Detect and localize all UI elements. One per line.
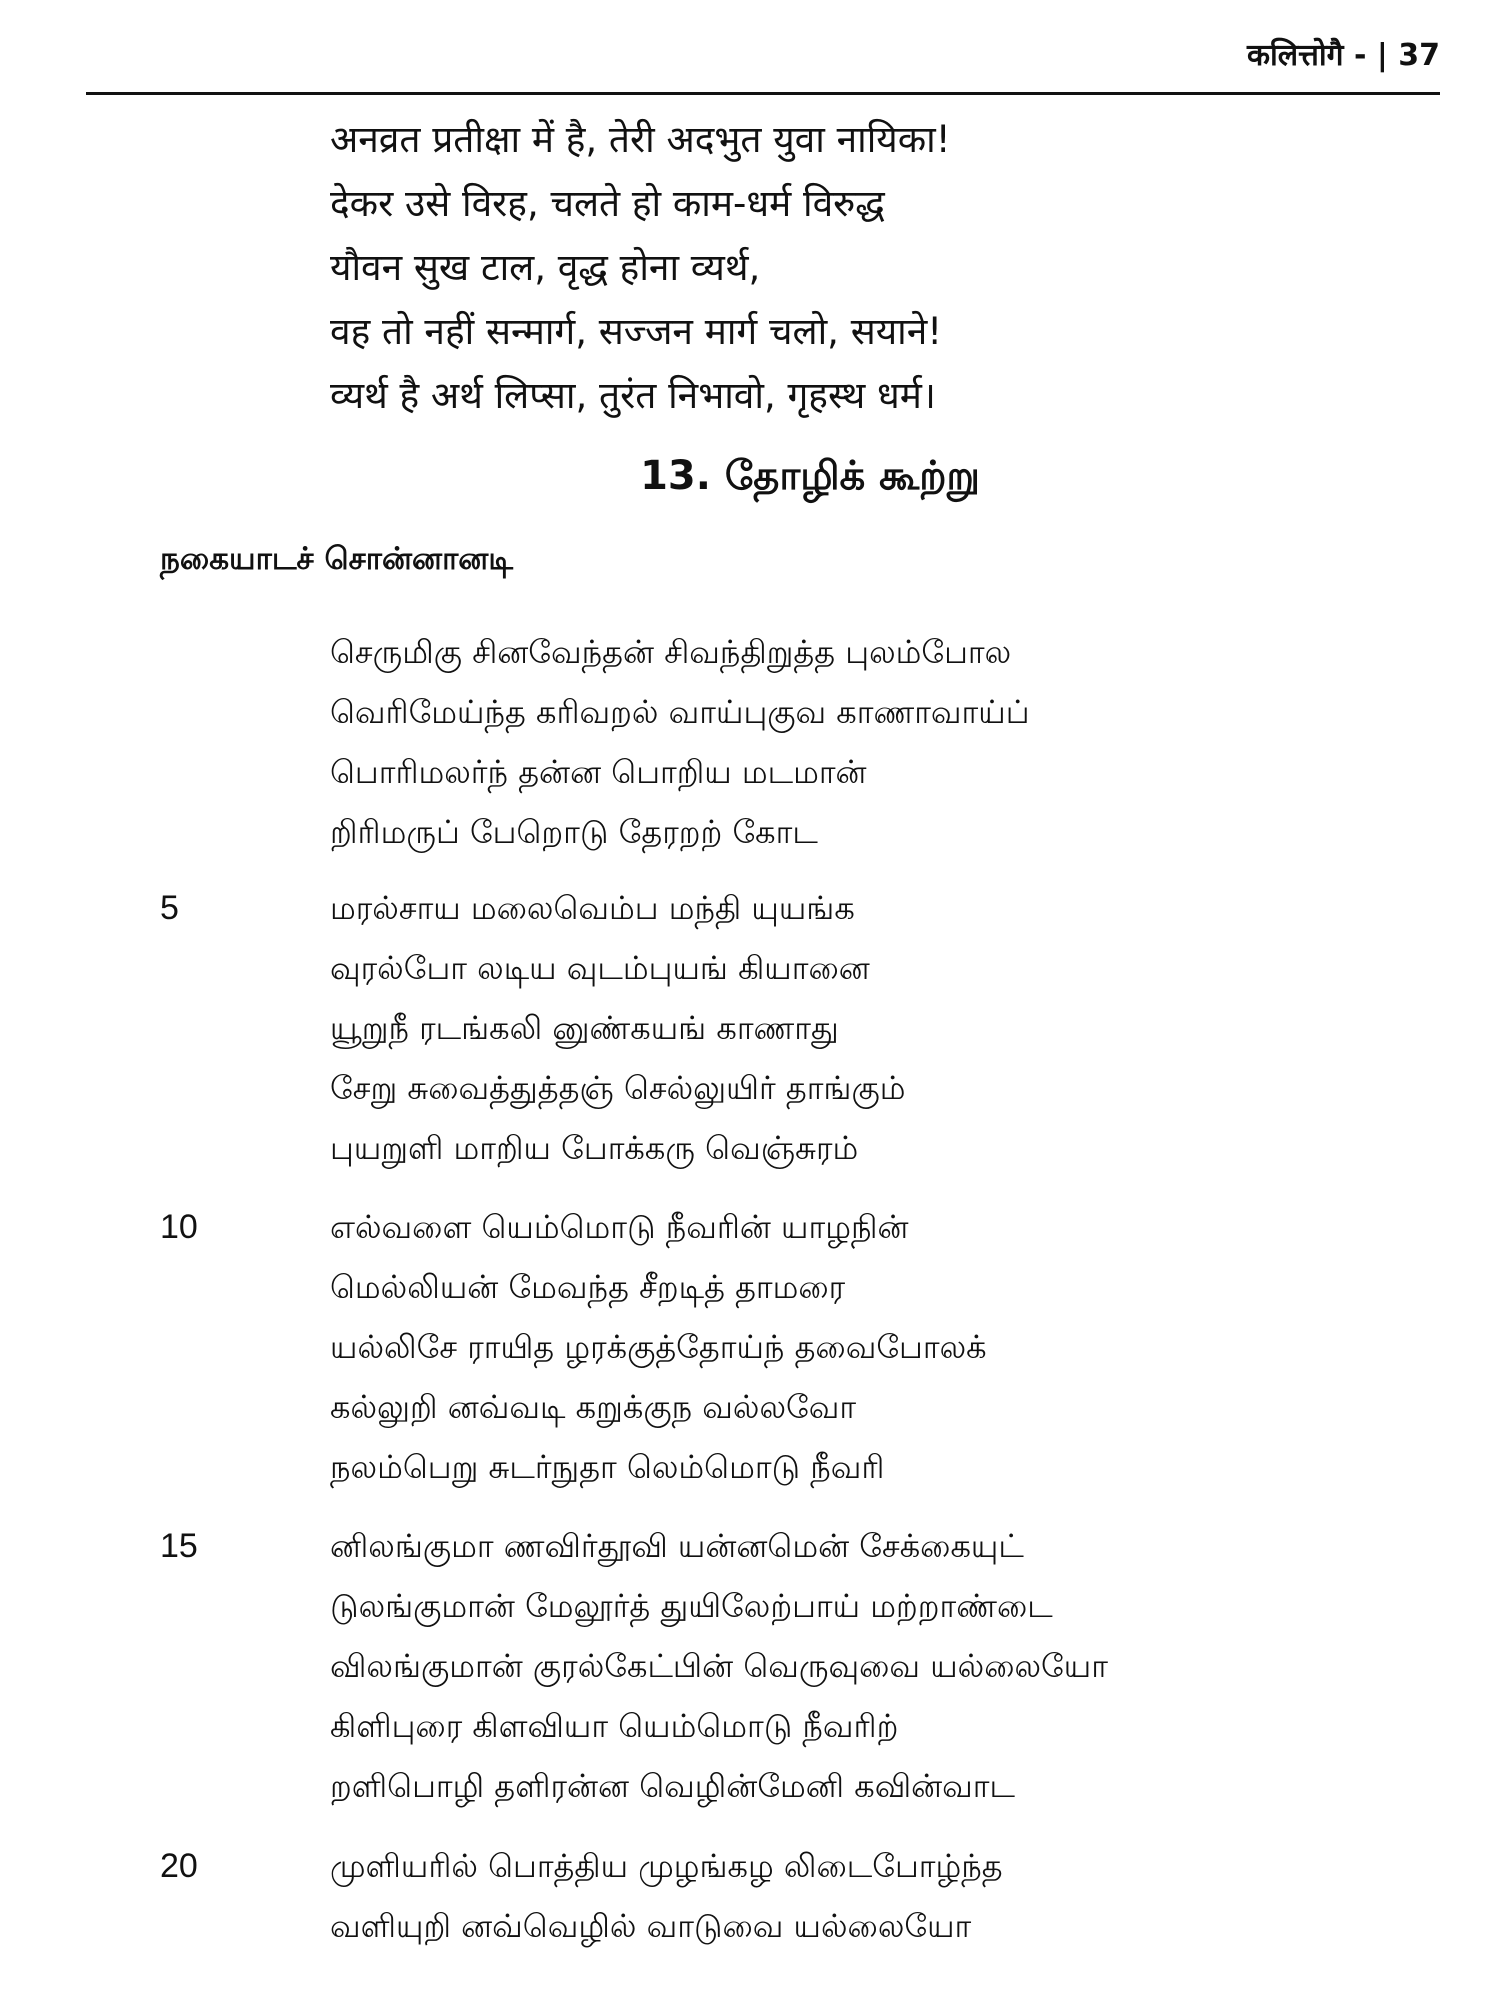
hindi-verse-line: वह तो नहीं सन्मार्ग, सज्जन मार्ग चलो, सयाने! — [330, 310, 943, 353]
verse-line: முளியரில் பொத்திய முழங்கழ லிடைபோழ்ந்த — [330, 1847, 1003, 1885]
stanza-number: 20 — [160, 1847, 198, 1885]
verse-line: நலம்பெறு சுடர்நுதா லெம்மொடு நீவரி — [330, 1448, 885, 1486]
hindi-verse-line: देकर उसे विरह, चलते हो काम-धर्म विरुद्ध — [330, 182, 885, 225]
verse-line: கல்லுறி னவ்வடி கறுக்குந வல்லவோ — [330, 1388, 857, 1426]
running-head: कलित्तोगै - | 37 — [1246, 38, 1440, 73]
verse-line: னிலங்குமா ணவிர்தூவி யன்னமென் சேக்கையுட் — [330, 1527, 1024, 1565]
verse-line: வுரல்போ லடிய வுடம்புயங் கியானை — [330, 949, 870, 987]
verse-line: றளிபொழி தளிரன்ன வெழின்மேனி கவின்வாட — [330, 1767, 1015, 1805]
stanza-number: 15 — [160, 1527, 198, 1565]
stanza — [0, 878, 1500, 1178]
verse-line: விலங்குமான் குரல்கேட்பின் வெருவுவை யல்லையோ — [330, 1647, 1108, 1685]
verse-line: டுலங்குமான் மேலூர்த் துயிலேற்பாய் மற்றாண்டை — [330, 1587, 1053, 1625]
hindi-verse-block — [330, 108, 1450, 428]
verse-line: யூறுநீ ரடங்கலி னுண்கயங் காணாது — [330, 1009, 839, 1047]
stanza — [0, 1516, 1500, 1816]
verse-line: சேறு சுவைத்துத்தஞ் செல்லுயிர் தாங்கும் — [330, 1069, 906, 1107]
verse-line: மரல்சாய மலைவெம்ப மந்தி யுயங்க — [330, 889, 855, 927]
hindi-verse-line: अनव्रत प्रतीक्षा में है, तेरी अदभुत युवा नायिका! — [330, 118, 951, 161]
header-rule — [86, 92, 1440, 95]
stanza-number: 10 — [160, 1208, 198, 1246]
verse-line: புயறுளி மாறிய போக்கரு வெஞ்சுரம் — [330, 1129, 859, 1167]
verse-line: யல்லிசே ராயித ழரக்குத்தோய்ந் தவைபோலக் — [330, 1328, 987, 1366]
stanza — [0, 1197, 1500, 1497]
verse-line: வளியுறி னவ்வெழில் வாடுவை யல்லையோ — [330, 1907, 972, 1945]
stanza — [0, 1836, 1500, 1956]
verse-line: பொரிமலர்ந் தன்ன பொறிய மடமான் — [330, 753, 867, 791]
section-subtitle: நகையாடச் சொன்னானடி — [160, 541, 514, 577]
verse-line: கிளிபுரை கிளவியா யெம்மொடு நீவரிற் — [330, 1707, 899, 1745]
stanza-number: 5 — [160, 889, 179, 927]
hindi-verse-line: व्यर्थ है अर्थ लिप्सा, तुरंत निभावो, गृहस्थ धर्म। — [330, 374, 936, 417]
verse-line: வெரிமேய்ந்த கரிவறல் வாய்புகுவ காணாவாய்ப் — [330, 693, 1030, 731]
verse-line: எல்வளை யெம்மொடு நீவரின் யாழநின் — [330, 1208, 909, 1246]
section-title: 13. தோழிக் கூற்று — [640, 453, 980, 499]
hindi-verse-line: यौवन सुख टाल, वृद्ध होना व्यर्थ, — [330, 246, 761, 289]
stanza — [0, 622, 1500, 862]
verse-line: மெல்லியன் மேவந்த சீறடித் தாமரை — [330, 1268, 846, 1306]
verse-line: றிரிமருப் பேறொடு தேரறற் கோட — [330, 813, 818, 851]
verse-line: செருமிகு சினவேந்தன் சிவந்திறுத்த புலம்போல — [330, 633, 1012, 671]
